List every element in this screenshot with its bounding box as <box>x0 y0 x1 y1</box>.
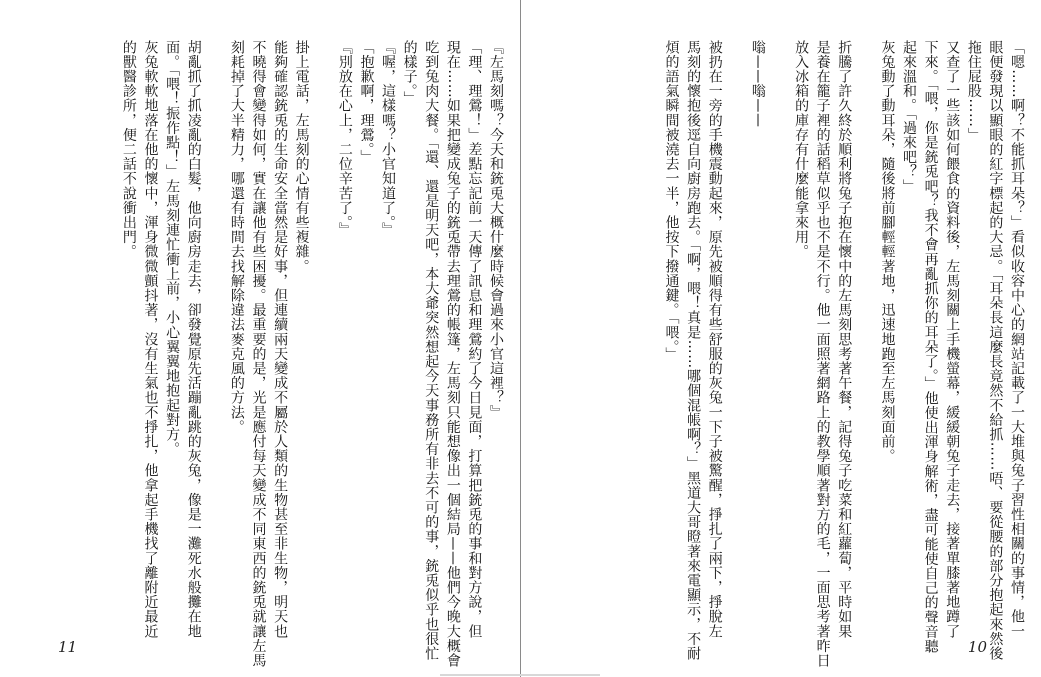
text-column: 吃到兔肉大餐。「還、還是明天吧，本大爺突然想起今天事務所有非去不可的事，銃兎似乎也很忙 <box>423 40 440 661</box>
text-column: 灰兔軟軟地落在他的懷中，渾身微微顫抖著，沒有生氣也不掙扎，他拿起手機找了離附近最近 <box>142 40 159 639</box>
bottom-edge-rule <box>440 674 600 676</box>
text-column: 折騰了許久終於順利將兔子抱在懷中的左馬刻思考著午餐，記得兔子吃菜和紅蘿蔔，平時如果 <box>836 40 853 639</box>
text-column <box>725 40 747 630</box>
text-column: 眼便發現以顯眼的紅字標起的大忌。「耳朵長這麼長竟然不給抓……唔、要從腰的部分抱起來然後 <box>987 40 1004 661</box>
text-column: 的獸醫診所，便二話不說衝出門。 <box>120 40 137 259</box>
text-column: 是養在籠子裡的話稻草似乎也不是不行。他一面照著網路上的教學順著對方的毛，一面思考著昨日 <box>814 40 831 668</box>
text-column: 「理、理鶯！」差點忘記前一天傳了訊息和理鶯約了今日見面，打算把銃兎的事和對方說，但 <box>466 40 483 639</box>
right-page <box>521 0 1041 677</box>
text-column: 起來溫和。「過來吧？」 <box>901 40 918 194</box>
page-number-left: 11 <box>58 638 78 656</box>
text-column: 現在……如果把變成兔子的銃兎帶去理鶯的帳篷，左馬刻只能想像出一個結局——他們今晚大概會 <box>444 40 461 668</box>
text-column: 『左馬刻嗎？今天和銃兎大概什麼時候會過來小官這裡？』 <box>488 40 504 420</box>
text-column: 馬刻的懷抱後逕自向廚房跑去。「啊，喂！真是……哪個混帳啊？」黑道大哥瞪著來電顯示，不耐 <box>685 40 702 661</box>
text-column: 刻耗掉了大半精力，哪還有時間去找解除違法麥克風的方法。 <box>228 40 245 435</box>
text-column: 面。「喂！振作點！」左馬刻連忙衝上前，小心翼翼地抱起對方。 <box>164 40 181 457</box>
text-column: 下來。「喂，你是銃兎吧？我不會再亂抓你的耳朵了。」他使出渾身解術，盡可能使自己的聲音聽 <box>922 40 939 654</box>
text-column: 不曉得會變得如何，實在讓他有些困擾。最重要的是，光是應付每天變成不同東西的銃兎就讓左馬 <box>250 40 267 668</box>
text-column: 『喔，這樣嗎？小官知道了。』 <box>380 40 397 238</box>
text-column: 能夠確認銃兎的生命安全當然是好事，但連續兩天變成不屬於人類的生物甚至非生物，明天也 <box>272 40 289 639</box>
text-column: 『別放在心上，二位辛苦了。』 <box>336 40 353 238</box>
text-column: 煩的語氣瞬間被澆去一半，他按下撥通鍵。「喂。」 <box>663 40 680 362</box>
left-page <box>0 0 520 677</box>
text-column: 嗡——嗡—— <box>749 40 766 128</box>
text-column: 放入冰箱的庫存有什麼能拿來用。 <box>793 40 810 259</box>
text-column: 拖住屁股……」 <box>965 40 982 143</box>
text-column <box>854 40 876 630</box>
text-column: 掛上電話，左馬刻的心情有些複雜。 <box>293 40 310 274</box>
text-column: 又查了一些該如何餵食的資料後，左馬刻關上手機螢幕，緩緩朝兔子走去，接著單膝著地蹲了 <box>944 40 961 639</box>
page-number-right: 10 <box>967 638 987 656</box>
text-column: 「抱歉啊，理鶯。」 <box>358 40 375 165</box>
text-column <box>768 40 790 630</box>
text-column <box>204 40 226 630</box>
text-column <box>312 40 334 630</box>
text-column: 胡亂抓了抓凌亂的白髮，他向廚房走去，卻發覺原先活蹦亂跳的灰兔，像是一灘死水般攤在地 <box>185 40 202 639</box>
text-column: 的樣子。」 <box>401 40 418 106</box>
text-column: 灰兔動了動耳朵，隨後將前腳輕輕著地，迅速地跑至左馬刻面前。 <box>879 40 896 464</box>
text-column: 被扔在一旁的手機震動起來，原先被順得有些舒服的灰兔一下子被驚醒，掙扎了兩下，掙脫左 <box>706 40 723 639</box>
text-column: 「嗯……啊？不能抓耳朵？」看似收容中心的網站記載了一大堆與兔子習性相關的事情，他一 <box>1009 40 1025 639</box>
